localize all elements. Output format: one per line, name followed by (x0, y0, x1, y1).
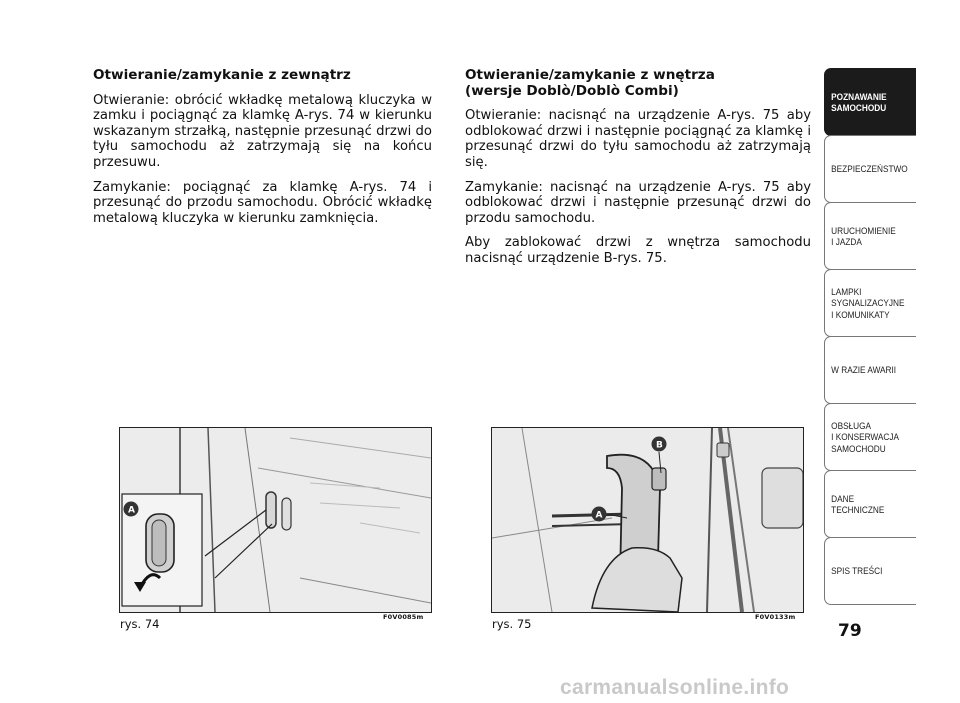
paragraph-locking-interior: Aby zablokować drzwi z wnętrza samochodu nacisnąć urządzenie B-rys. 75. (465, 235, 811, 266)
heading-line-1: Otwieranie/zamykanie z wnętrza (465, 67, 715, 83)
figure-code-74: F0V0085m (383, 613, 424, 621)
tab-label: URUCHOMIENIE I JAZDA (831, 224, 896, 247)
tab-lampki-sygnalizacyjne[interactable] (824, 269, 916, 337)
watermark: carmanualsonline.info (560, 676, 790, 699)
right-text-column (465, 68, 811, 276)
caption-fig-75: rys. 75 (492, 617, 532, 631)
tab-label: W RAZIE AWARII (831, 364, 897, 376)
marker-b-label: B (656, 440, 663, 451)
illustration-exterior-door (120, 428, 431, 612)
tab-label: BEZPIECZEŃSTWO (831, 163, 908, 175)
figure-code-75: F0V0133m (755, 613, 796, 621)
section-heading-interior (465, 68, 811, 99)
marker-a-label-fig75: A (595, 510, 603, 521)
tab-w-razie-awarii[interactable] (824, 336, 916, 404)
tab-label: DANE TECHNICZNE (831, 492, 885, 515)
tab-obsluga-i-konserwacja[interactable] (824, 403, 916, 471)
tab-label: POZNAWANIE SAMOCHODU (831, 90, 887, 113)
figure-75-interior-handle (491, 427, 804, 613)
paragraph-opening-interior: Otwieranie: nacisnąć na urządzenie A-rys. 75 aby odblokować drzwi i następnie pociągnąć za klamkę i przesunąć drzwi do tyłu samochodu aż zatrzymają się. (465, 108, 811, 170)
page-number: 79 (838, 621, 862, 641)
paragraph-opening-exterior: Otwieranie: obrócić wkładkę metalową kluczyka w zamku i pociągnąć za klamkę A-rys. 74 w kierunku wskazanym strzałką, następnie przesunąć drzwi do tyłu samochodu aż zatrzymają się na końcu przesuwu. (93, 92, 432, 170)
paragraph-closing-exterior: Zamykanie: pociągnąć za klamkę A-rys. 74 i przesunąć do przodu samochodu. Obrócić wkładkę metalową kluczyka w kierunku zamknięcia. (93, 179, 432, 226)
tab-label: OBSŁUGA I KONSERWACJA SAMOCHODU (831, 419, 900, 454)
left-text-column (93, 68, 432, 235)
tab-uruchomienie-i-jazda[interactable] (824, 202, 916, 270)
tab-label: SPIS TREŚCI (831, 565, 883, 577)
chapter-sidebar (824, 68, 916, 604)
figure-74-exterior-handle (119, 427, 432, 613)
tab-bezpieczenstwo[interactable] (824, 135, 916, 203)
marker-a-label: A (128, 505, 135, 516)
tab-dane-techniczne[interactable] (824, 470, 916, 538)
illustration-interior-door (492, 428, 803, 612)
section-heading-exterior: Otwieranie/zamykanie z zewnątrz (93, 67, 351, 83)
heading-line-2: (wersje Doblò/Doblò Combi) (465, 82, 679, 99)
tab-poznawanie-samochodu[interactable] (824, 68, 916, 136)
paragraph-closing-interior: Zamykanie: nacisnąć na urządzenie A-rys. 75 aby odblokować drzwi i następnie przesunąć drzwi do przodu samochodu. (465, 179, 811, 226)
caption-fig-74: rys. 74 (120, 617, 160, 631)
tab-spis-tresci[interactable] (824, 537, 916, 605)
tab-label: LAMPKI SYGNALIZACYJNE I KOMUNIKATY (831, 285, 905, 320)
